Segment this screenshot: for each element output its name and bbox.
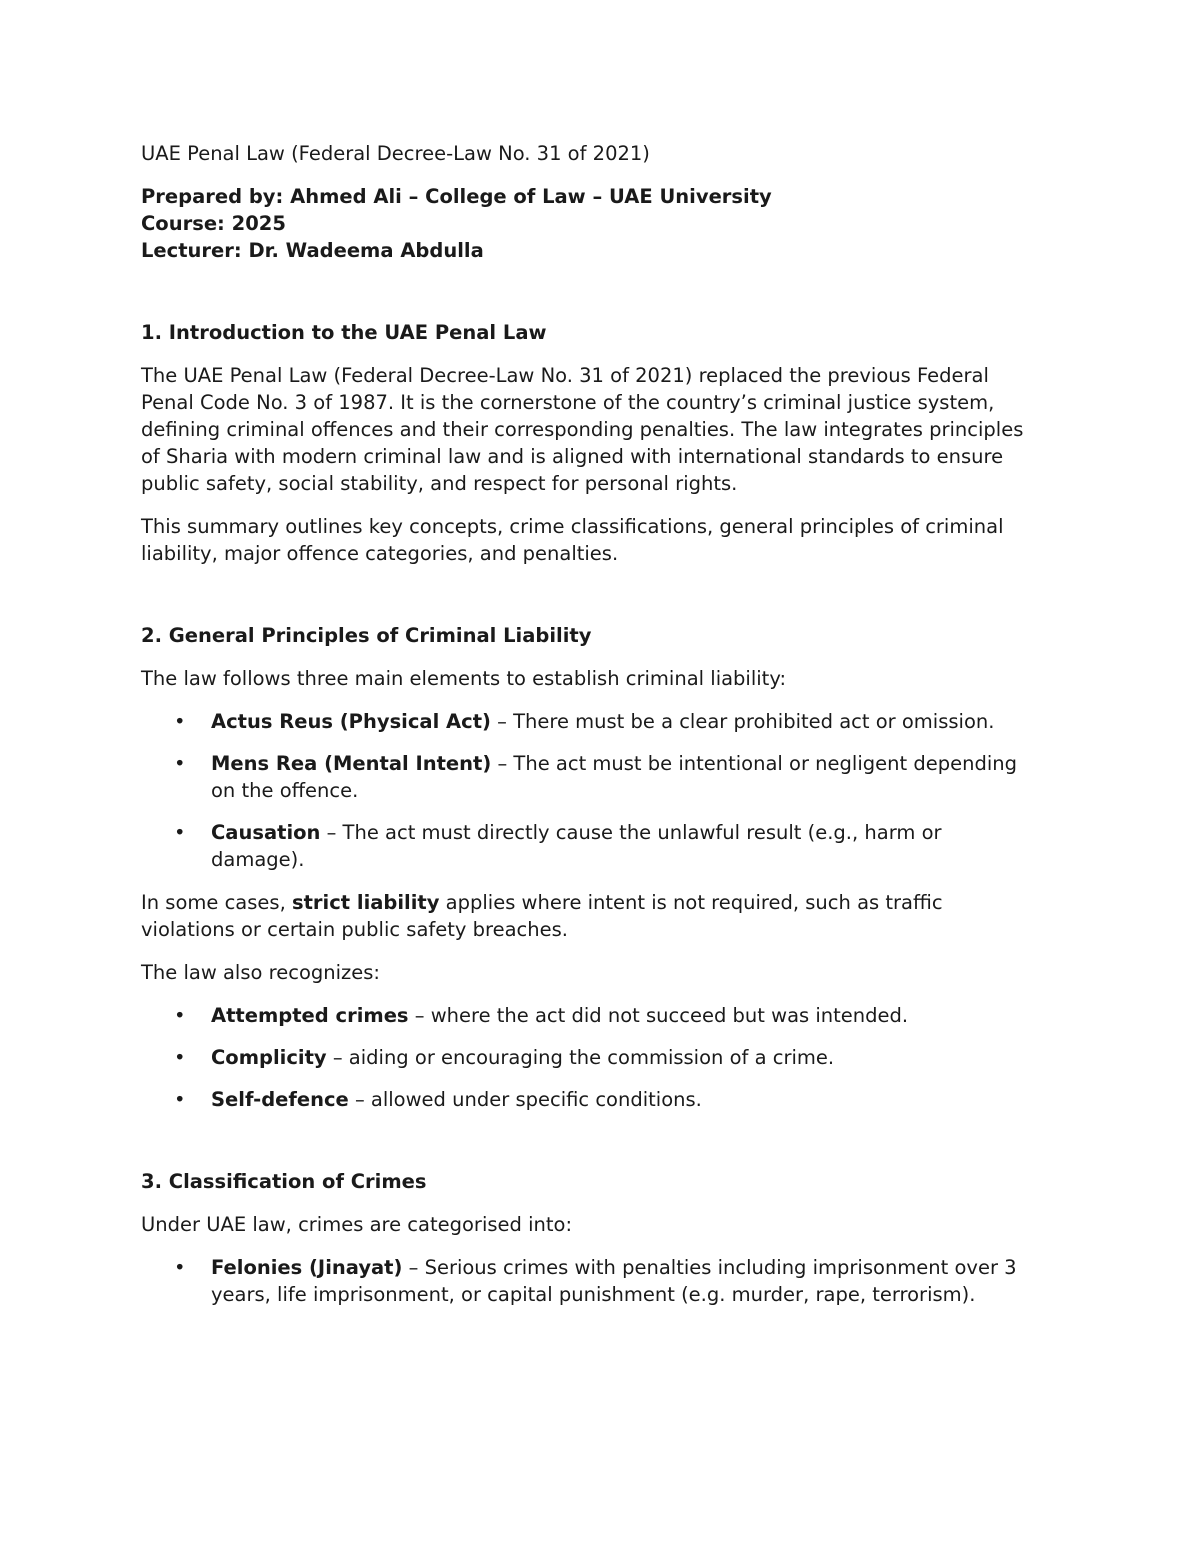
section-3-heading: 3. Classification of Crimes (141, 1170, 427, 1193)
document-title: UAE Penal Law (Federal Decree-Law No. 31 of 2021) (141, 142, 650, 165)
document-body (141, 140, 1041, 1324)
list-item-term: Self-defence (211, 1088, 349, 1111)
list-item-desc: – There must be a clear prohibited act or omission. (490, 710, 995, 733)
bullet-icon: • (174, 1004, 186, 1027)
bullet-icon: • (174, 1088, 186, 1111)
section-1-paragraph-2: This summary outlines key concepts, crime classifications, general principles of criminal liability, major offence categories, and penalties. (141, 515, 1004, 565)
section-2-intro: The law follows three main elements to establish criminal liability: (141, 667, 787, 690)
bullet-icon: • (174, 752, 186, 775)
strict-liability-pre: In some cases, (141, 891, 292, 914)
lecturer: Lecturer: Dr. Wadeema Abdulla (141, 239, 484, 262)
course: Course: 2025 (141, 212, 286, 235)
bullet-icon: • (174, 1046, 186, 1069)
section-1-heading: 1. Introduction to the UAE Penal Law (141, 321, 547, 344)
document-meta (141, 183, 1041, 264)
list-item-term: Felonies (Jinayat) (211, 1256, 403, 1279)
list-item-term: Mens Rea (Mental Intent) (211, 752, 492, 775)
list-item-term: Attempted crimes (211, 1004, 409, 1027)
list-item-term: Actus Reus (Physical Act) (211, 710, 491, 733)
section-1-paragraph-1: The UAE Penal Law (Federal Decree-Law No. 31 of 2021) replaced the previous Federal Penal Code No. 3 of 1987. It is the cornerstone of the country’s criminal justice system, defining criminal offences and their corresponding penalties. The law integrates principles of Sharia with modern criminal law and is aligned with international standards to ensure public safety, social stability, and respect for personal rights. (141, 364, 1024, 495)
bullet-icon: • (174, 710, 186, 733)
section-3-intro: Under UAE law, crimes are categorised into: (141, 1213, 573, 1236)
prepared-by: Prepared by: Ahmed Ali – College of Law – UAE University (141, 185, 772, 208)
strict-liability-term: strict liability (291, 891, 440, 914)
list-item (141, 1002, 1041, 1029)
list-item (141, 708, 1041, 735)
list-item-desc: – aiding or encouraging the commission of a crime. (326, 1046, 835, 1069)
list-item-desc: – allowed under specific conditions. (348, 1088, 702, 1111)
crime-classes-list (141, 1254, 1041, 1308)
list-item-desc: – The act must be intentional or negligent depending on the offence. (211, 752, 1017, 802)
list-item-desc: – Serious crimes with penalties including imprisonment over 3 years, life imprisonment, or capital punishment (e.g. murder, rape, terrorism). (211, 1256, 1017, 1306)
list-item-term: Causation (211, 821, 321, 844)
list-item (141, 1044, 1041, 1071)
list-item (141, 1254, 1041, 1308)
recognizes-intro: The law also recognizes: (141, 961, 380, 984)
strict-liability-post: applies where intent is not required, such as traffic violations or certain public safety breaches. (141, 891, 943, 941)
liability-elements-list (141, 708, 1041, 873)
section-2-heading: 2. General Principles of Criminal Liability (141, 624, 592, 647)
list-item (141, 1086, 1041, 1113)
recognized-list (141, 1002, 1041, 1113)
bullet-icon: • (174, 821, 186, 844)
bullet-icon: • (174, 1256, 186, 1279)
list-item (141, 819, 1041, 873)
list-item (141, 750, 1041, 804)
strict-liability-paragraph (141, 889, 1041, 943)
list-item-term: Complicity (211, 1046, 327, 1069)
list-item-desc: – where the act did not succeed but was intended. (408, 1004, 909, 1027)
list-item-desc: – The act must directly cause the unlawful result (e.g., harm or damage). (211, 821, 942, 871)
